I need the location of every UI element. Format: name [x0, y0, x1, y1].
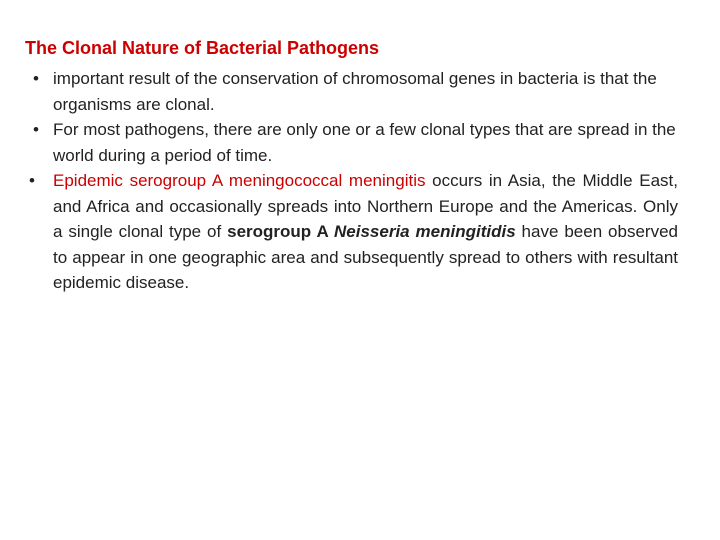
bullet-text: important result of the conservation of chromosomal genes in bacteria is that the organisms are clonal.: [53, 69, 657, 114]
highlighted-phrase: Epidemic serogroup A meningococcal meningitis: [53, 171, 426, 190]
bullet-text: occurs in Asia, the Middle East, and Africa and occasionally spreads into Northern Europe and the Americas. Only a single clonal type of: [53, 171, 678, 241]
slide-title: The Clonal Nature of Bacterial Pathogens: [25, 38, 380, 58]
bullet-item-2: [25, 117, 678, 168]
bullet-text: have been observed to appear in one geographic area and subsequently spread to others with resultant epidemic disease.: [53, 222, 678, 292]
bullet-list: [25, 66, 678, 296]
bullet-dot-icon: •: [33, 120, 39, 139]
bullet-dot-icon: •: [29, 171, 35, 190]
bullet-dot-icon: •: [33, 69, 39, 88]
bold-phrase: serogroup A: [227, 222, 335, 241]
bullet-text: For most pathogens, there are only one or a few clonal types that are spread in the world during a period of time.: [53, 120, 676, 165]
bullet-item-3: [25, 168, 678, 296]
bullet-item-1: [25, 66, 678, 117]
species-name: Neisseria meningitidis: [334, 222, 516, 241]
